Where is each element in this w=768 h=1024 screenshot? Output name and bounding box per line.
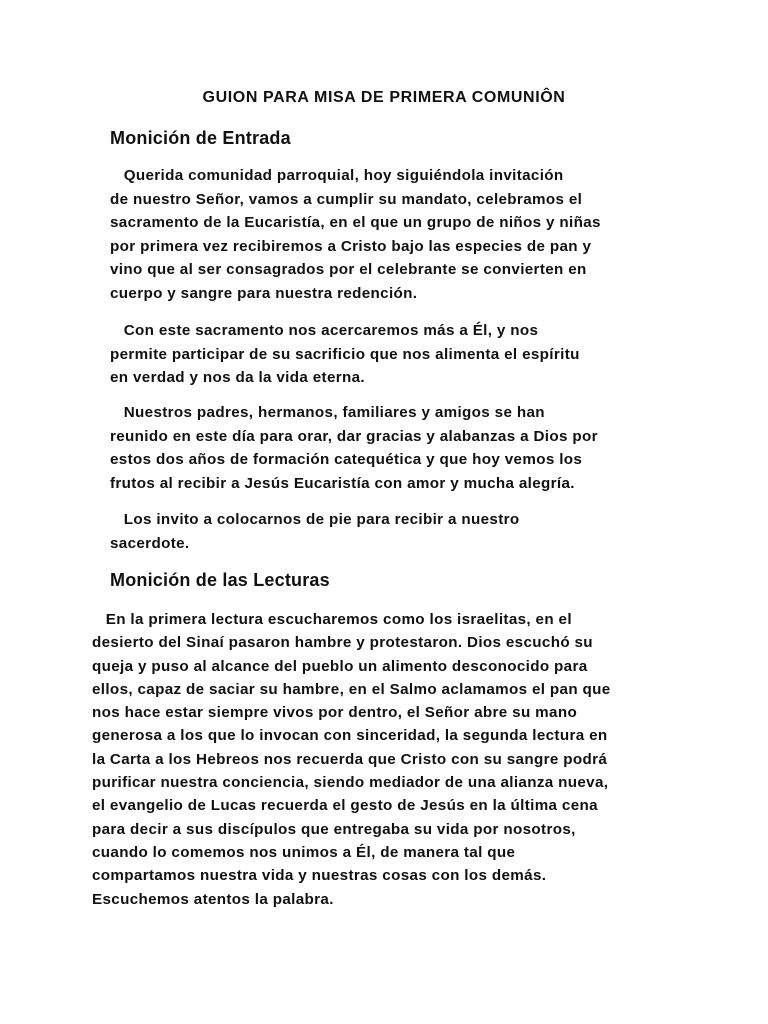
text-line: el evangelio de Lucas recuerda el gesto de Jesús en la última cena <box>92 797 598 815</box>
paragraph-entrada-sacramento <box>110 319 580 390</box>
text-line: la Carta a los Hebreos nos recuerda que Cristo con su sangre podrá <box>92 750 608 768</box>
text-line: sacramento de la Eucaristía, en el que un grupo de niños y niñas <box>110 214 601 232</box>
text-line: generosa a los que lo invocan con sinceridad, la segunda lectura en <box>92 727 608 745</box>
text-line: queja y puso al alcance del pueblo un alimento desconocido para <box>92 657 588 675</box>
text-line: ellos, capaz de saciar su hambre, en el Salmo aclamamos el pan que <box>92 680 611 698</box>
text-line: en verdad y nos da la vida eterna. <box>110 369 365 387</box>
text-line: Escuchemos atentos la palabra. <box>92 890 334 908</box>
text-line: purificar nuestra conciencia, siendo mediador de una alianza nueva, <box>92 774 609 792</box>
text-line: Con este sacramento nos acercaremos más a Él, y nos <box>110 322 539 339</box>
text-line: cuerpo y sangre para nuestra redención. <box>110 284 418 302</box>
text-line: cuando lo comemos nos unimos a Él, de manera tal que <box>92 843 516 861</box>
text-line: estos dos años de formación catequética y que hoy vemos los <box>110 451 583 469</box>
text-line: reunido en este día para orar, dar gracias y alabanzas a Dios por <box>110 427 598 445</box>
section-heading-lecturas: Monición de las Lecturas <box>110 570 330 590</box>
text-line: vino que al ser consagrados por el celebrante se convierten en <box>110 261 587 279</box>
paragraph-entrada-padres <box>110 401 598 495</box>
paragraph-entrada-invitacion <box>110 164 601 306</box>
text-line: frutos al recibir a Jesús Eucaristía con amor y mucha alegría. <box>110 474 575 492</box>
text-line: sacerdote. <box>110 534 190 552</box>
text-line: Nuestros padres, hermanos, familiares y amigos se han <box>110 404 545 421</box>
paragraph-lecturas <box>92 608 611 911</box>
text-line: Querida comunidad parroquial, hoy siguiéndola invitación <box>110 167 564 184</box>
section-heading-entrada: Monición de Entrada <box>110 128 291 148</box>
text-line: por primera vez recibiremos a Cristo bajo las especies de pan y <box>110 237 592 255</box>
text-line: permite participar de su sacrificio que nos alimenta el espíritu <box>110 345 580 363</box>
paragraph-entrada-invito <box>110 508 520 555</box>
text-line: En la primera lectura escucharemos como los israelitas, en el <box>92 611 572 628</box>
text-line: compartamos nuestra vida y nuestras cosas con los demás. <box>92 867 547 885</box>
text-line: Los invito a colocarnos de pie para recibir a nuestro <box>110 511 520 528</box>
text-line: desierto del Sinaí pasaron hambre y protestaron. Dios escuchó su <box>92 634 593 652</box>
text-line: nos hace estar siempre vivos por dentro, el Señor abre su mano <box>92 704 578 722</box>
text-line: de nuestro Señor, vamos a cumplir su mandato, celebramos el <box>110 190 583 208</box>
text-line: para decir a sus discípulos que entregaba su vida por nosotros, <box>92 820 576 838</box>
document-title: GUION PARA MISA DE PRIMERA COMUNIÔN <box>202 89 566 106</box>
